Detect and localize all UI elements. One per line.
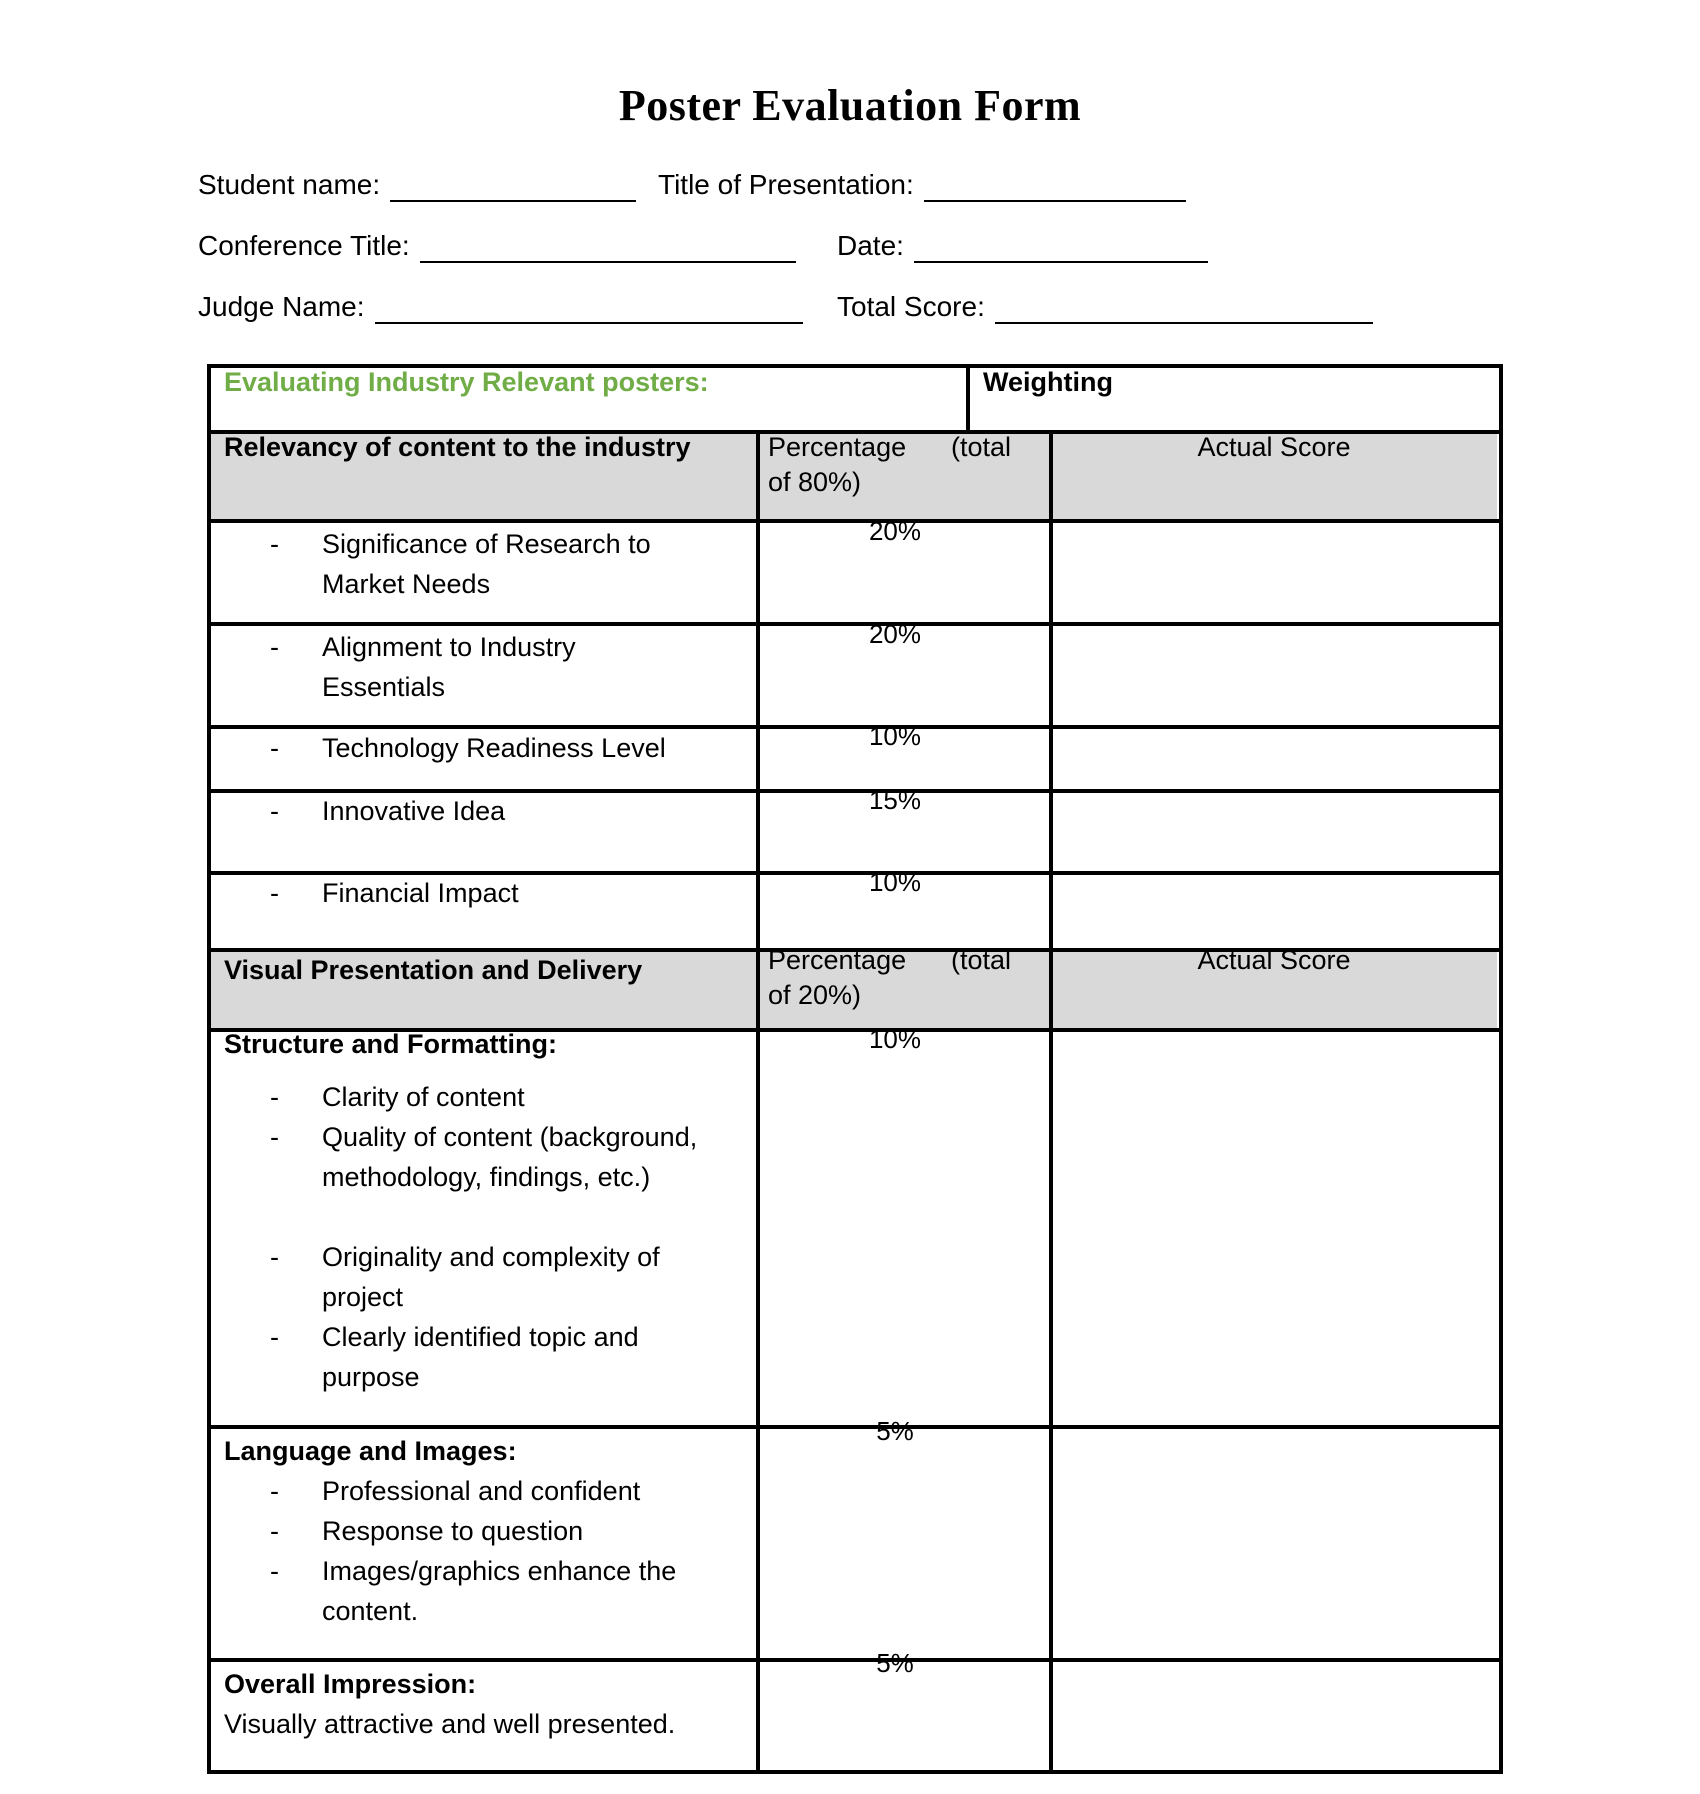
criterion-label: Originality and complexity of project xyxy=(322,1242,660,1312)
dash-bullet: - xyxy=(270,796,279,826)
section2-heading: Visual Presentation and Delivery xyxy=(224,955,643,985)
section2-percentage-heading-a: Percentage xyxy=(768,945,907,975)
student-name-input[interactable] xyxy=(390,170,636,202)
student-name-label: Student name: xyxy=(198,169,381,200)
criterion-label: Clearly identified topic and purpose xyxy=(322,1322,639,1392)
dash-bullet: - xyxy=(270,733,279,763)
dash-bullet: - xyxy=(270,1556,279,1586)
criterion-percentage: 15% xyxy=(868,785,922,815)
section1-score-heading: Actual Score xyxy=(1197,432,1351,462)
conference-title-input[interactable] xyxy=(420,231,796,263)
score-cell[interactable] xyxy=(1053,793,1499,871)
table-border xyxy=(207,1770,1503,1774)
judge-name-field[interactable] xyxy=(198,290,803,324)
criterion-label: Innovative Idea xyxy=(322,796,506,826)
table-divider xyxy=(966,364,970,432)
section2-score-heading: Actual Score xyxy=(1197,945,1351,975)
criterion-label: Clarity of content xyxy=(322,1082,525,1112)
table-border xyxy=(1499,364,1503,1774)
section2-percentage-heading-c: of 20%) xyxy=(768,980,862,1010)
presentation-title-field[interactable] xyxy=(658,168,1186,202)
criterion-label: Alignment to Industry Essentials xyxy=(322,632,576,702)
dash-bullet: - xyxy=(270,1516,279,1546)
criterion-label: Quality of content (background, methodology, findings, etc.) xyxy=(322,1122,698,1192)
judge-name-label: Judge Name: xyxy=(198,291,365,322)
score-cell[interactable] xyxy=(1053,1032,1499,1425)
score-cell[interactable] xyxy=(1053,1429,1499,1658)
student-name-field[interactable] xyxy=(198,168,636,202)
dash-bullet: - xyxy=(270,1082,279,1112)
score-cell[interactable] xyxy=(1053,1662,1499,1770)
total-score-field[interactable] xyxy=(837,290,1373,324)
score-cell[interactable] xyxy=(1053,626,1499,725)
dash-bullet: - xyxy=(270,1242,279,1272)
criterion-percentage: 10% xyxy=(868,867,922,897)
structure-formatting-percentage: 10% xyxy=(868,1024,922,1054)
section1-percentage-heading-c: of 80%) xyxy=(768,467,862,497)
overall-impression-description: Visually attractive and well presented. xyxy=(224,1709,676,1739)
judge-name-input[interactable] xyxy=(375,292,803,324)
score-cell[interactable] xyxy=(1053,523,1499,622)
conference-title-field[interactable] xyxy=(198,229,796,263)
total-score-input[interactable] xyxy=(995,292,1373,324)
section1-percentage-heading-b: (total xyxy=(951,432,1012,462)
criterion-label: Significance of Research to Market Needs xyxy=(322,529,651,599)
criterion-label: Financial Impact xyxy=(322,878,519,908)
dash-bullet: - xyxy=(270,1322,279,1352)
criterion-label: Technology Readiness Level xyxy=(322,733,666,763)
section1-heading: Relevancy of content to the industry xyxy=(224,432,691,462)
dash-bullet: - xyxy=(270,529,279,559)
conference-title-label: Conference Title: xyxy=(198,230,410,261)
presentation-title-label: Title of Presentation: xyxy=(658,169,914,200)
score-cell[interactable] xyxy=(1053,875,1499,948)
section2-percentage-heading-b: (total xyxy=(951,945,1012,975)
overall-impression-percentage: 5% xyxy=(876,1648,914,1678)
dash-bullet: - xyxy=(270,878,279,908)
table-border xyxy=(207,364,211,1774)
structure-formatting-title: Structure and Formatting: xyxy=(224,1029,558,1059)
criterion-label: Professional and confident xyxy=(322,1476,641,1506)
table-heading: Evaluating Industry Relevant posters: xyxy=(224,367,709,397)
page-title: Poster Evaluation Form xyxy=(618,81,1082,130)
date-label: Date: xyxy=(837,230,904,261)
criterion-percentage: 10% xyxy=(868,721,922,751)
overall-impression-title: Overall Impression: xyxy=(224,1669,477,1699)
date-field[interactable] xyxy=(837,229,1208,263)
total-score-label: Total Score: xyxy=(837,291,985,322)
section1-percentage-heading-a: Percentage xyxy=(768,432,907,462)
criterion-percentage: 20% xyxy=(868,619,922,649)
dash-bullet: - xyxy=(270,1476,279,1506)
language-images-percentage: 5% xyxy=(876,1416,914,1446)
criterion-percentage: 20% xyxy=(868,516,922,546)
language-images-title: Language and Images: xyxy=(224,1436,517,1466)
score-cell[interactable] xyxy=(1053,729,1499,789)
dash-bullet: - xyxy=(270,1122,279,1152)
criterion-label: Response to question xyxy=(322,1516,584,1546)
weighting-heading: Weighting xyxy=(983,367,1113,397)
presentation-title-input[interactable] xyxy=(924,170,1186,202)
date-input[interactable] xyxy=(914,231,1208,263)
dash-bullet: - xyxy=(270,632,279,662)
criterion-label: Images/graphics enhance the content. xyxy=(322,1556,677,1626)
